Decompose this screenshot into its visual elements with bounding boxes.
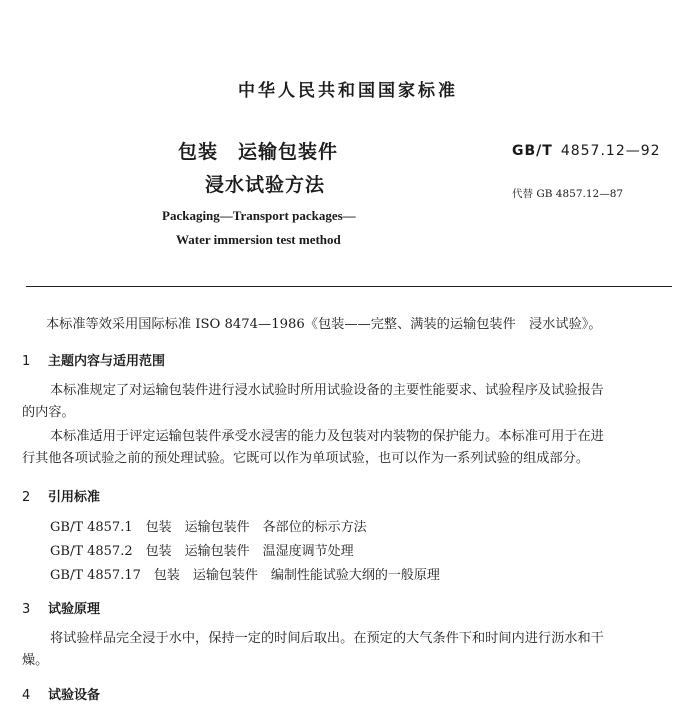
standard-code-prefix: GB/T: [512, 143, 553, 159]
section-1-paragraph-2-line-2: 行其他各项试验之前的预处理试验。它既可以作为单项试验，也可以作为一系列试验的组成部分。: [22, 451, 590, 466]
header-divider: [26, 286, 672, 287]
section-1-paragraph-2-line-1: 本标准适用于评定运输包装件承受水浸害的能力及包装对内装物的保护能力。本标准可用于在进: [50, 429, 604, 444]
english-title-line-2: Water immersion test method: [176, 232, 341, 247]
section-number: 4: [22, 688, 31, 703]
standard-code-number: 4857.12—92: [560, 143, 661, 159]
section-2-heading: [22, 486, 100, 505]
section-4-heading: [22, 684, 100, 703]
section-3-paragraph-line-2: 燥。: [22, 653, 49, 668]
standard-code: [512, 143, 661, 159]
section-number: 1: [22, 354, 31, 369]
english-title-line-1: Packaging—Transport packages—: [162, 208, 356, 223]
section-1-paragraph-1-line-2: 的内容。: [22, 405, 75, 420]
title-line-2: 浸水试验方法: [205, 174, 326, 196]
replaces-standard: 代替 GB 4857.12—87: [512, 188, 624, 200]
section-title: 试验设备: [48, 688, 101, 703]
intro-paragraph: 本标准等效采用国际标准 ISO 8474—1986《包装——完整、满装的运输包装件 浸水试验》。: [46, 317, 602, 332]
section-1-paragraph-1-line-1: 本标准规定了对运输包装件进行浸水试验时所用试验设备的主要性能要求、试验程序及试验报告: [50, 383, 604, 398]
reference-item: GB/T 4857.1 包装 运输包装件 各部位的标示方法: [50, 520, 367, 535]
section-number: 3: [22, 602, 31, 617]
section-title: 引用标准: [48, 490, 101, 505]
section-title: 主题内容与适用范围: [48, 354, 166, 369]
title-line-1: 包装 运输包装件: [178, 141, 339, 163]
section-3-paragraph-line-1: 将试验样品完全浸于水中，保持一定的时间后取出。在预定的大气条件下和时间内进行沥水和干: [50, 631, 604, 646]
section-number: 2: [22, 490, 31, 505]
section-title: 试验原理: [48, 602, 101, 617]
reference-item: GB/T 4857.17 包装 运输包装件 编制性能试验大纲的一般原理: [50, 568, 440, 583]
national-standard-header: 中华人民共和国国家标准: [238, 81, 458, 101]
reference-item: GB/T 4857.2 包装 运输包装件 温湿度调节处理: [50, 544, 354, 559]
section-1-heading: [22, 350, 165, 369]
section-3-heading: [22, 598, 100, 617]
